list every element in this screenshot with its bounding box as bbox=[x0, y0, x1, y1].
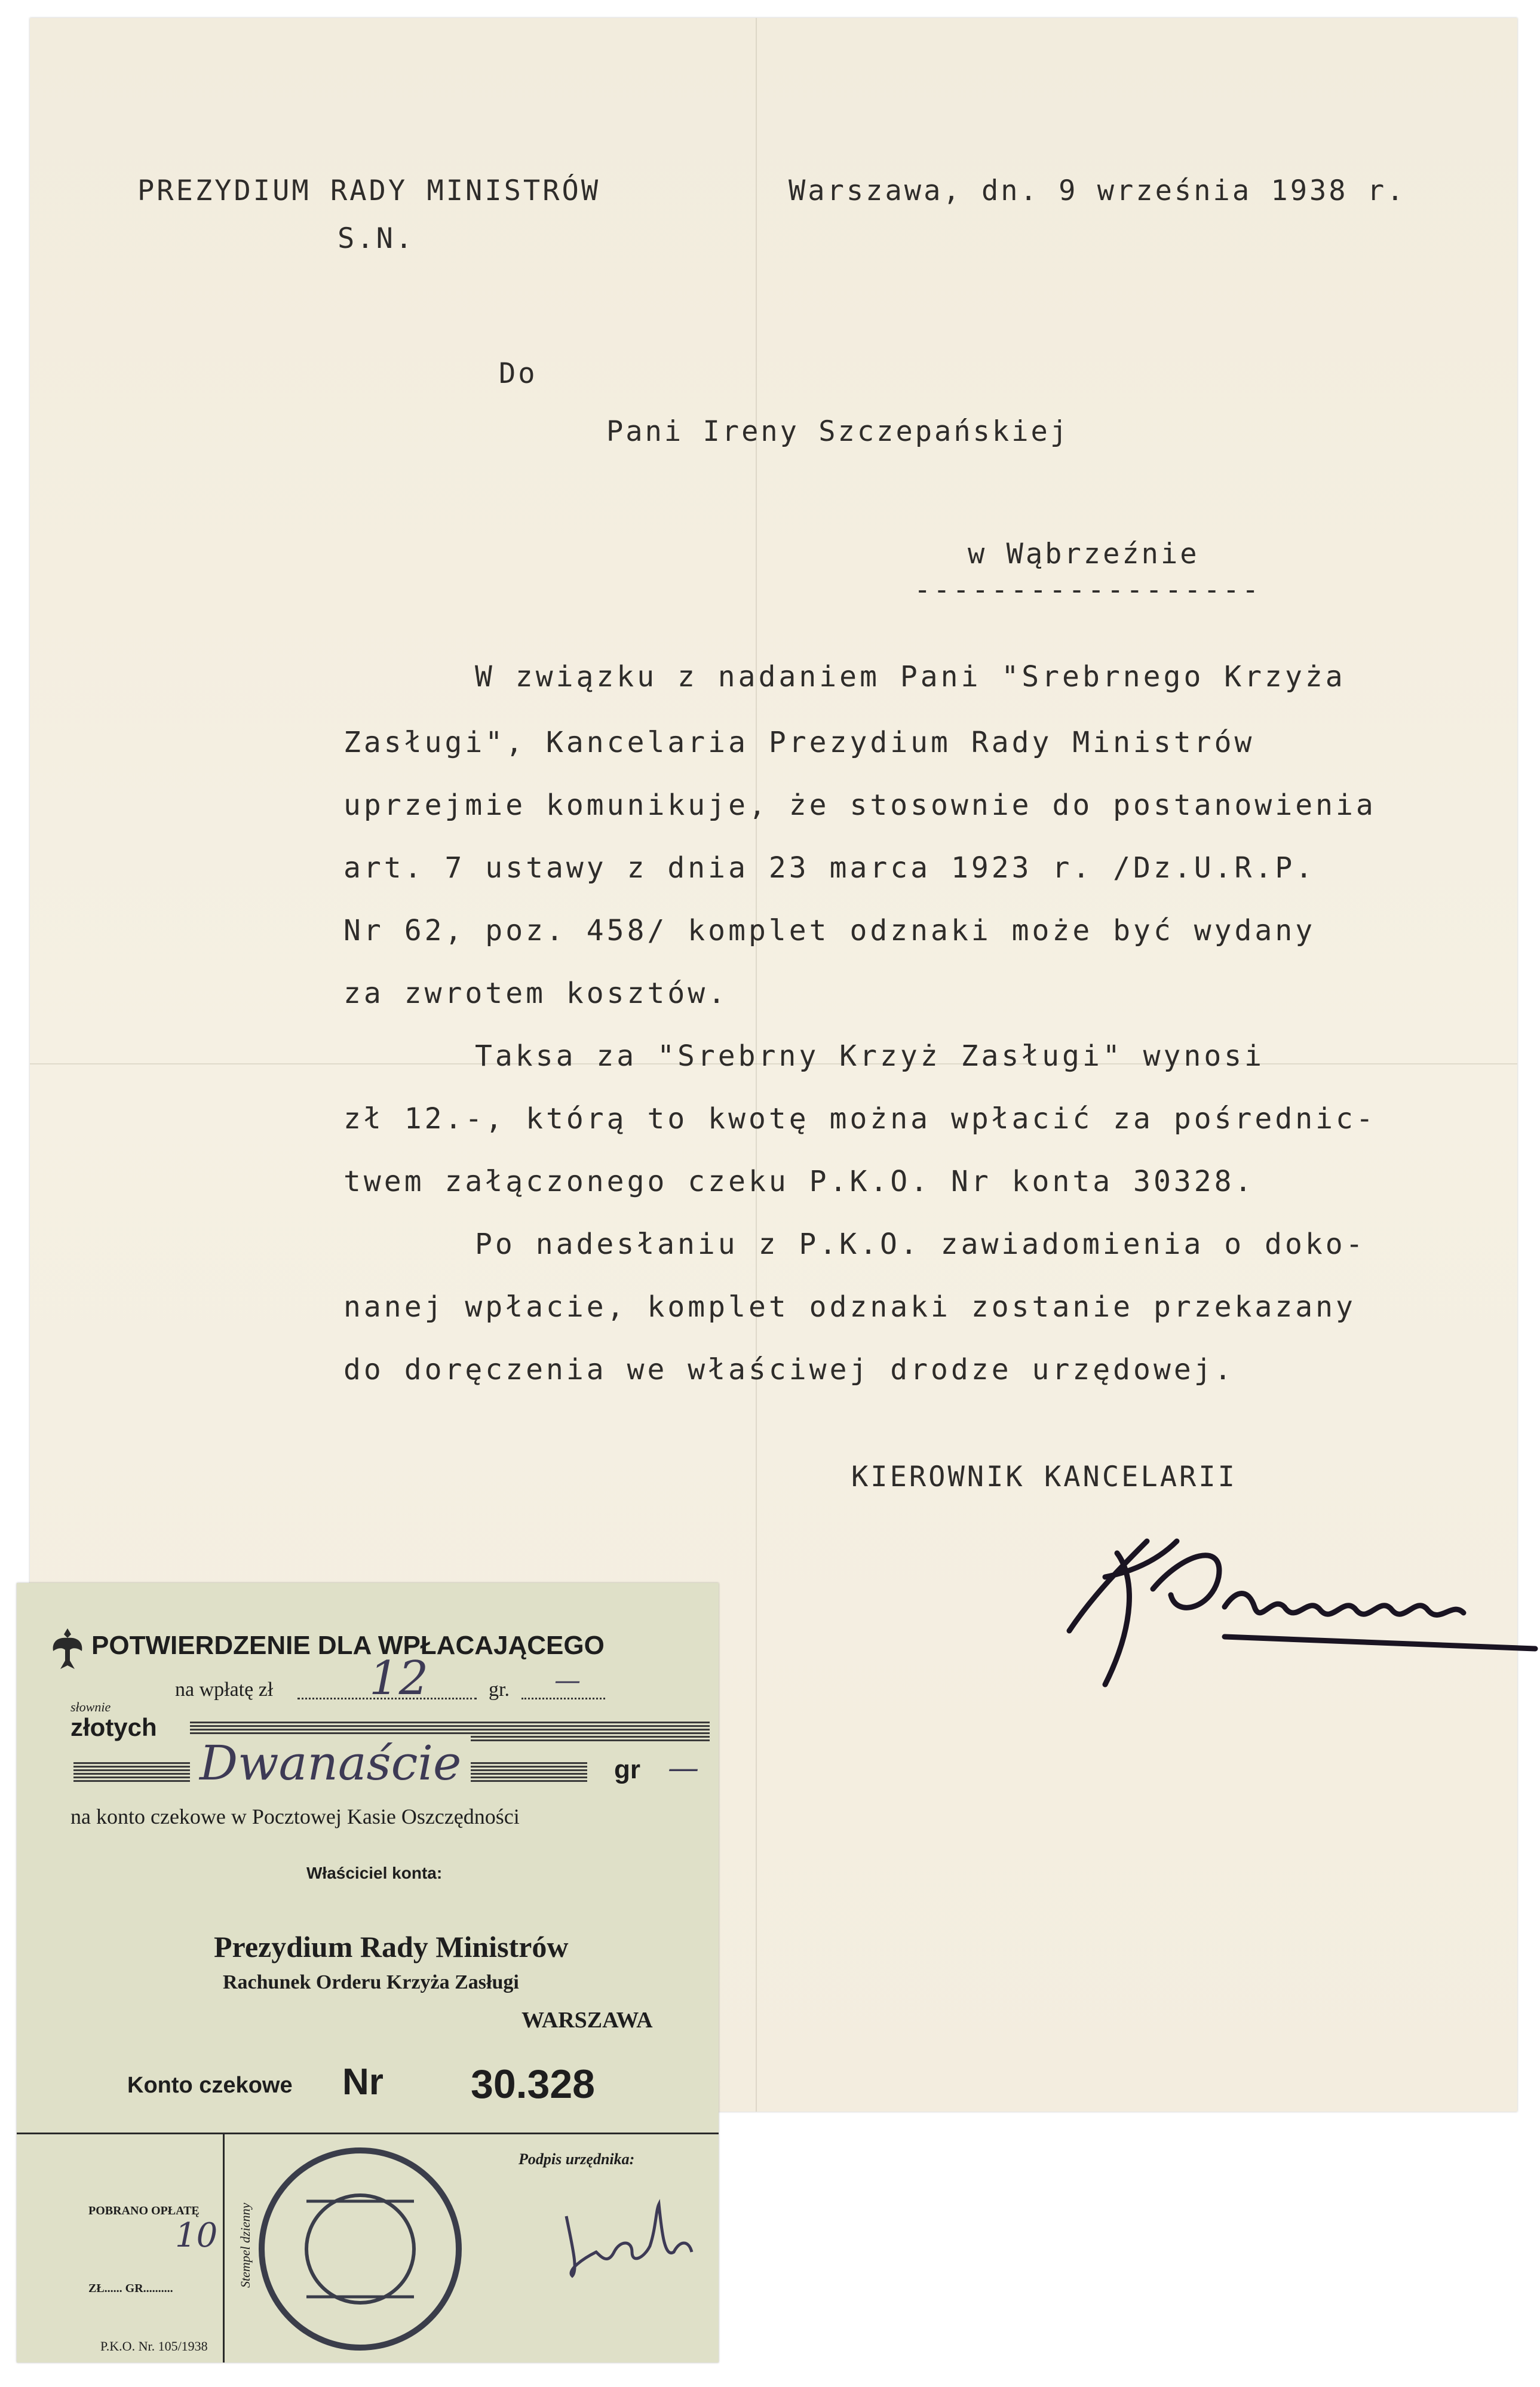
account-number: 30.328 bbox=[471, 2061, 595, 2107]
account-owner-name: Prezydium Rady Ministrów bbox=[214, 1930, 569, 1963]
body-line: Nr 62, poz. 458/ komplet odznaki może być wydany bbox=[343, 914, 1316, 947]
account-owner-subtitle: Rachunek Orderu Krzyża Zasługi bbox=[223, 1971, 519, 1993]
fee-zl-gr-line: ZŁ...... GR.......... bbox=[88, 2282, 173, 2295]
letter-reference: S.N. bbox=[338, 222, 415, 255]
recipient-place: w Wąbrzeźnie bbox=[968, 538, 1200, 570]
recipient-name: Pani Ireny Szczepańskiej bbox=[606, 415, 1070, 448]
account-description: na konto czekowe w Pocztowej Kasie Oszczędności bbox=[70, 1805, 520, 1828]
account-number-label: Konto czekowe bbox=[127, 2073, 293, 2098]
slownie-label: słownie bbox=[70, 1699, 111, 1714]
clerk-signature bbox=[554, 2192, 698, 2282]
body-line: Taksa za "Srebrny Krzyż Zasługi" wynosi bbox=[475, 1039, 1265, 1073]
salutation-to: Do bbox=[499, 357, 538, 390]
account-owner-city: WARSZAWA bbox=[521, 2008, 653, 2033]
account-owner-label: Właściciel konta: bbox=[306, 1864, 443, 1882]
receipt-divider-vertical bbox=[223, 2133, 225, 2363]
receipt-title: POTWIERDZENIE DLA WPŁACAJĄCEGO bbox=[91, 1631, 605, 1660]
amount-gr-dotted-line bbox=[521, 1698, 605, 1699]
amount-zl-handwritten: 12 bbox=[369, 1652, 429, 1705]
polish-eagle-emblem-icon bbox=[50, 1626, 85, 1674]
fee-label: POBRANO OPŁATĘ bbox=[88, 2204, 200, 2217]
amount-label: na wpłatę zł bbox=[175, 1679, 274, 1701]
body-line: Po nadesłaniu z P.K.O. zawiadomienia o doko- bbox=[475, 1228, 1366, 1261]
body-line: art. 7 ustawy z dnia 23 marca 1923 r. /Dz.U.R.P. bbox=[343, 851, 1316, 885]
zlotych-label: złotych bbox=[70, 1713, 157, 1741]
body-line: twem załączonego czeku P.K.O. Nr konta 30328. bbox=[343, 1165, 1255, 1198]
fee-handwritten: 10 bbox=[175, 2216, 218, 2255]
body-line: Zasługi", Kancelaria Prezydium Rady Ministrów bbox=[343, 726, 1255, 759]
body-line: nanej wpłacie, komplet odznaki zostanie przekazany bbox=[343, 1290, 1356, 1324]
words-grosz-dash: — bbox=[668, 1750, 699, 1786]
body-line: za zwrotem kosztów. bbox=[343, 977, 729, 1010]
body-line: uprzejmie komunikuje, że stosownie do postanowienia bbox=[343, 788, 1376, 822]
recipient-underline: ------------------ bbox=[914, 573, 1262, 606]
clerk-signature-label: Podpis urzędnika: bbox=[519, 2150, 635, 2168]
payment-receipt-slip bbox=[17, 1583, 719, 2363]
body-line: W związku z nadaniem Pani "Srebrnego Krzyża bbox=[475, 660, 1346, 694]
words-grosz-label: gr bbox=[614, 1755, 640, 1784]
body-line: zł 12.-, którą to kwotę można wpłacić za pośrednic- bbox=[343, 1102, 1376, 1136]
signatory-title: KIEROWNIK KANCELARII bbox=[851, 1461, 1237, 1493]
handwritten-signature bbox=[1045, 1505, 1540, 1696]
body-line: do doręczenia we właściwej drodze urzędowej. bbox=[343, 1353, 1235, 1386]
postal-date-stamp bbox=[247, 2136, 474, 2363]
date-stamp-label: Stempel dzienny bbox=[238, 2202, 253, 2288]
account-nr-label: Nr bbox=[342, 2061, 384, 2103]
letter-header: PREZYDIUM RADY MINISTRÓW bbox=[137, 174, 601, 207]
grosz-label: gr. bbox=[489, 1679, 510, 1701]
amount-words-handwritten: Dwanaście bbox=[190, 1735, 471, 1791]
form-code: P.K.O. Nr. 105/1938 bbox=[100, 2339, 208, 2354]
letter-place-date: Warszawa, dn. 9 września 1938 r. bbox=[789, 174, 1406, 207]
receipt-divider-horizontal bbox=[17, 2133, 719, 2134]
amount-gr-handwritten: — bbox=[554, 1665, 581, 1696]
